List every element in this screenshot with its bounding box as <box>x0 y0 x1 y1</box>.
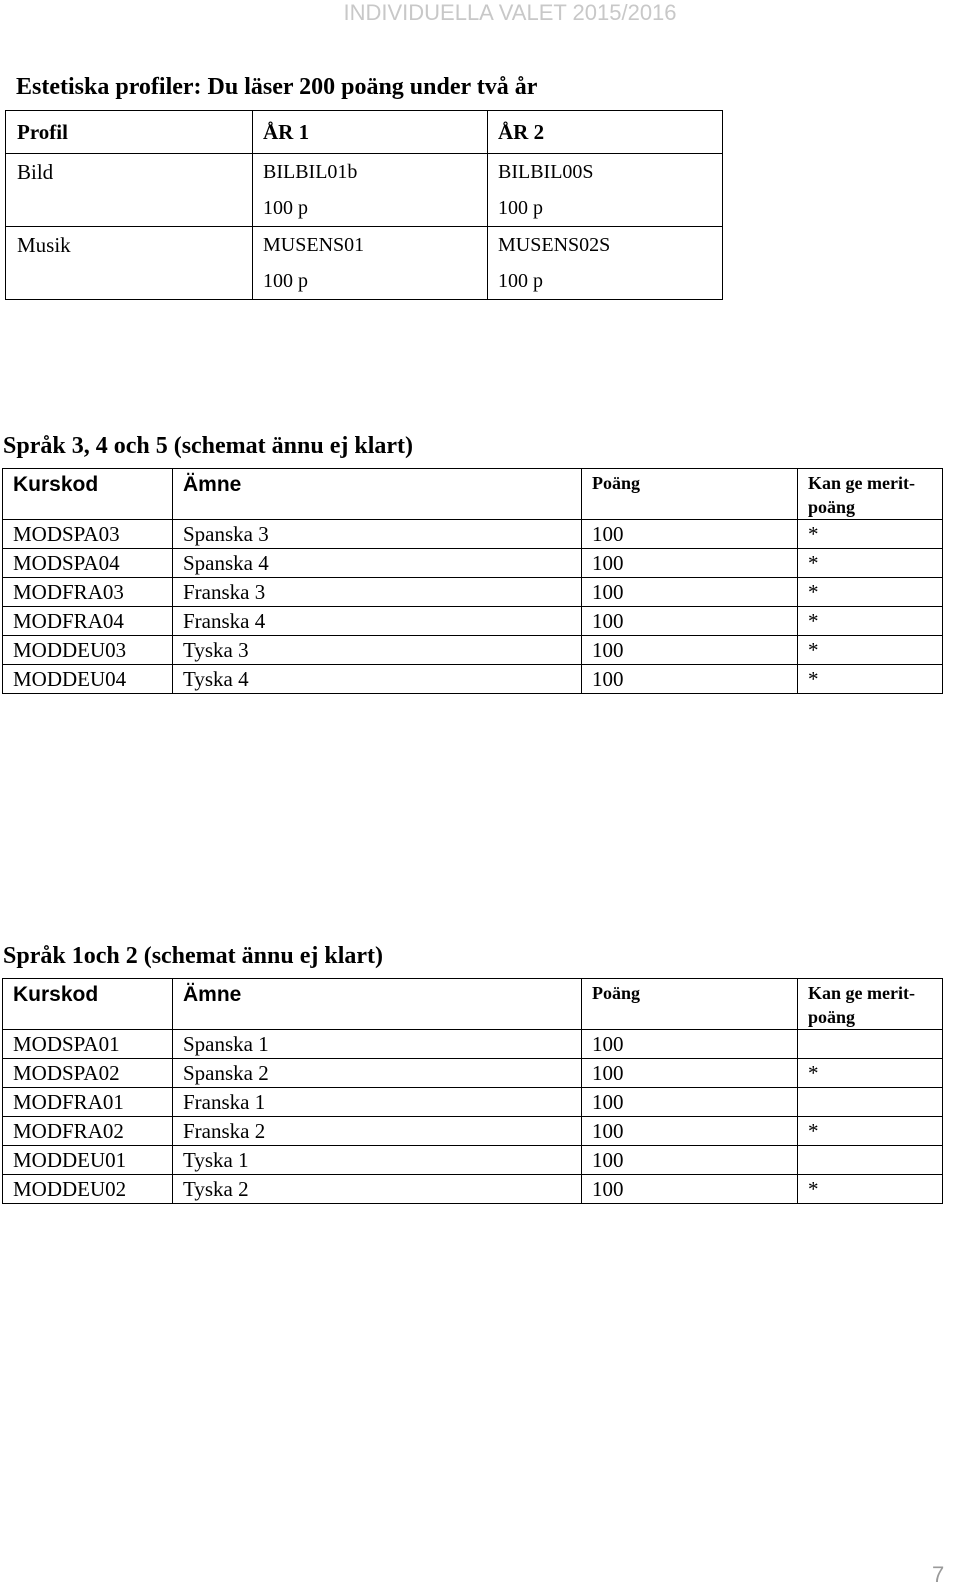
table-row <box>3 636 943 665</box>
merit-cell: * <box>798 636 943 665</box>
table-row <box>3 1059 943 1088</box>
subject-cell: Tyska 4 <box>173 665 582 694</box>
subject-cell: Spanska 4 <box>173 549 582 578</box>
points-cell: 100 <box>582 636 798 665</box>
subject-cell: Franska 4 <box>173 607 582 636</box>
column-header-course-code: Kurskod <box>3 469 173 520</box>
column-header-year1: ÅR 1 <box>253 111 488 154</box>
table-row <box>3 549 943 578</box>
table-row <box>3 578 943 607</box>
course-code-cell: MODSPA01 <box>3 1030 173 1059</box>
table-row <box>3 1117 943 1146</box>
course-code-cell: MODSPA02 <box>3 1059 173 1088</box>
merit-cell <box>798 1146 943 1175</box>
table-row <box>3 520 943 549</box>
table-row <box>3 1088 943 1117</box>
course-code: BILBIL00S <box>498 161 594 183</box>
table-row <box>6 154 723 227</box>
merit-cell: * <box>798 1117 943 1146</box>
subject-cell: Tyska 2 <box>173 1175 582 1204</box>
course-code-cell: MODDEU03 <box>3 636 173 665</box>
table-header-row <box>3 469 943 520</box>
merit-cell: * <box>798 1175 943 1204</box>
column-header-profile: Profil <box>6 111 253 154</box>
points-cell: 100 <box>582 665 798 694</box>
subject-cell: Franska 2 <box>173 1117 582 1146</box>
subject-cell: Tyska 3 <box>173 636 582 665</box>
course-code-cell: MODDEU02 <box>3 1175 173 1204</box>
course-code-cell: MODSPA04 <box>3 549 173 578</box>
column-header-points: Poäng <box>582 979 798 1030</box>
points-cell: 100 <box>582 1175 798 1204</box>
merit-cell <box>798 1030 943 1059</box>
course-code-cell: MODFRA03 <box>3 578 173 607</box>
column-header-points: Poäng <box>582 469 798 520</box>
merit-cell: * <box>798 607 943 636</box>
course-code: MUSENS02S <box>498 234 611 256</box>
course-code: MUSENS01 <box>263 234 365 256</box>
profiles-section-title: Estetiska profiler: Du läser 200 poäng under två år <box>16 74 538 100</box>
table-row <box>3 1030 943 1059</box>
languages-12-table <box>2 978 943 1204</box>
year2-cell <box>488 227 723 300</box>
points-cell: 100 <box>582 1117 798 1146</box>
points-cell: 100 <box>582 578 798 607</box>
profiles-table <box>5 110 723 300</box>
column-header-course-code: Kurskod <box>3 979 173 1030</box>
languages-12-section-title: Språk 1och 2 (schemat ännu ej klart) <box>3 943 384 969</box>
points-cell: 100 <box>582 1088 798 1117</box>
page-number: 7 <box>932 1562 945 1587</box>
course-code-cell: MODFRA01 <box>3 1088 173 1117</box>
course-code-cell: MODDEU04 <box>3 665 173 694</box>
column-header-merit: Kan ge merit-poäng <box>798 979 943 1030</box>
profile-cell: Bild <box>6 154 253 227</box>
merit-cell: * <box>798 665 943 694</box>
points-cell: 100 <box>582 520 798 549</box>
points-cell: 100 <box>582 1059 798 1088</box>
table-row <box>3 665 943 694</box>
profile-cell: Musik <box>6 227 253 300</box>
course-points: 100 p <box>498 197 543 219</box>
merit-cell: * <box>798 1059 943 1088</box>
subject-cell: Spanska 1 <box>173 1030 582 1059</box>
languages-345-section-title: Språk 3, 4 och 5 (schemat ännu ej klart) <box>3 433 414 459</box>
points-cell: 100 <box>582 1030 798 1059</box>
languages-345-table <box>2 468 943 694</box>
course-code-cell: MODFRA02 <box>3 1117 173 1146</box>
course-code: BILBIL01b <box>263 161 358 183</box>
merit-cell: * <box>798 578 943 607</box>
course-code-cell: MODSPA03 <box>3 520 173 549</box>
table-row <box>6 227 723 300</box>
column-header-merit: Kan ge merit-poäng <box>798 469 943 520</box>
points-cell: 100 <box>582 549 798 578</box>
column-header-subject: Ämne <box>173 979 582 1030</box>
subject-cell: Franska 1 <box>173 1088 582 1117</box>
merit-cell: * <box>798 549 943 578</box>
year1-cell <box>253 154 488 227</box>
points-cell: 100 <box>582 1146 798 1175</box>
table-row <box>3 607 943 636</box>
merit-cell: * <box>798 520 943 549</box>
subject-cell: Tyska 1 <box>173 1146 582 1175</box>
merit-cell <box>798 1088 943 1117</box>
column-header-year2: ÅR 2 <box>488 111 723 154</box>
subject-cell: Franska 3 <box>173 578 582 607</box>
table-row <box>3 1175 943 1204</box>
subject-cell: Spanska 3 <box>173 520 582 549</box>
year2-cell <box>488 154 723 227</box>
points-cell: 100 <box>582 607 798 636</box>
course-code-cell: MODFRA04 <box>3 607 173 636</box>
table-row <box>3 1146 943 1175</box>
table-header-row <box>6 111 723 154</box>
course-points: 100 p <box>263 270 308 292</box>
document-header: INDIVIDUELLA VALET 2015/2016 <box>343 0 677 25</box>
subject-cell: Spanska 2 <box>173 1059 582 1088</box>
year1-cell <box>253 227 488 300</box>
table-header-row <box>3 979 943 1030</box>
column-header-subject: Ämne <box>173 469 582 520</box>
course-points: 100 p <box>263 197 308 219</box>
course-code-cell: MODDEU01 <box>3 1146 173 1175</box>
course-points: 100 p <box>498 270 543 292</box>
